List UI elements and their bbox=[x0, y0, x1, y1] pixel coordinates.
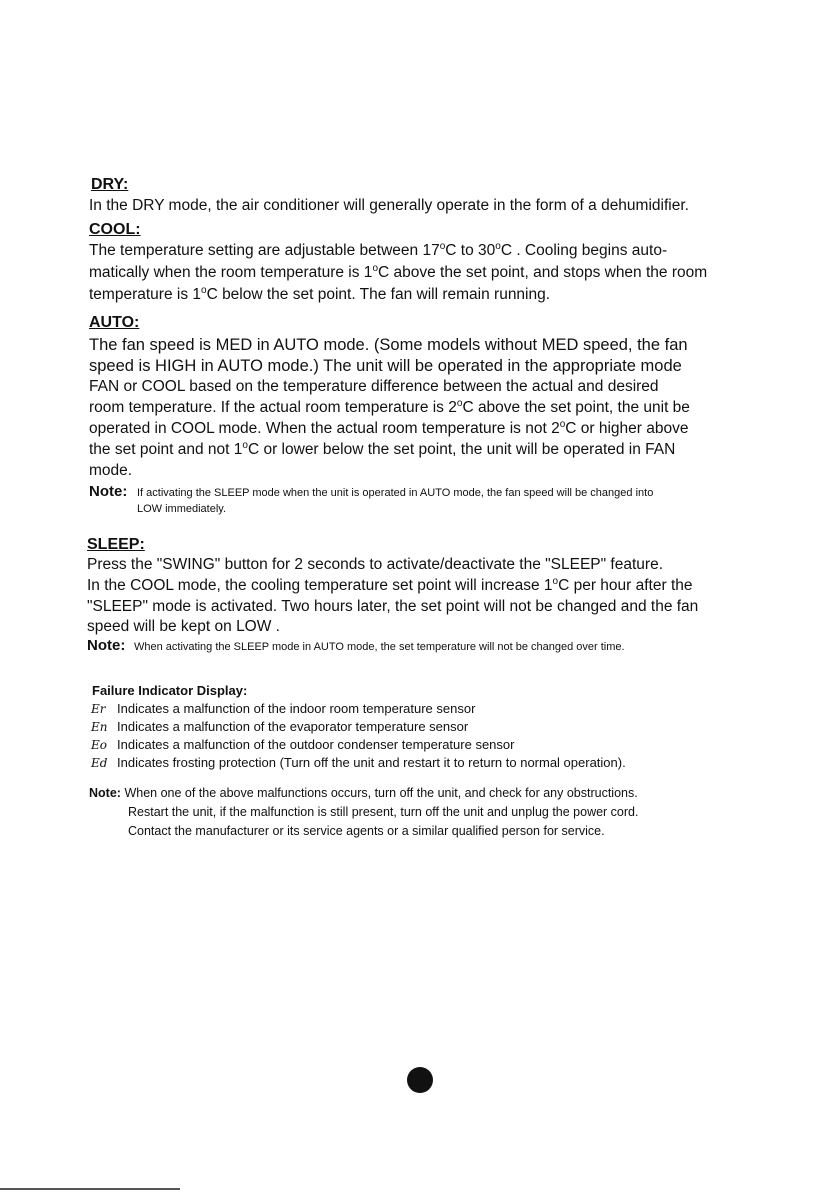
sleep-line-2: In the COOL mode, the cooling temperature set point will increase 1$^o$C per hour after the bbox=[87, 576, 693, 594]
auto-line-1: The fan speed is MED in AUTO mode. (Some models without MED speed, the fan bbox=[89, 336, 688, 354]
failure-row bbox=[91, 719, 468, 734]
failure-row bbox=[91, 737, 514, 752]
cool-line-3: temperature is 1$^o$C below the set point. The fan will remain running. bbox=[89, 285, 551, 303]
auto-line-2: speed is HIGH in AUTO mode.) The unit will be operated in the appropriate mode bbox=[89, 357, 682, 375]
failure-row bbox=[91, 701, 475, 716]
sleep-line-4: speed will be kept on LOW . bbox=[87, 618, 280, 635]
sleep-note-text: When activating the SLEEP mode in AUTO mode, the set temperature will not be changed over time. bbox=[134, 641, 625, 653]
auto-note-line-2: LOW immediately. bbox=[137, 503, 227, 515]
failure-title: Failure Indicator Display: bbox=[92, 683, 248, 698]
sleep-heading: SLEEP: bbox=[87, 536, 145, 553]
auto-line-5: operated in COOL mode. When the actual room temperature is not 2$^o$C or higher above bbox=[89, 419, 689, 437]
auto-line-3: FAN or COOL based on the temperature difference between the actual and desired bbox=[89, 378, 659, 395]
auto-line-6: the set point and not 1$^o$C or lower below the set point, the unit will be operated in FAN bbox=[89, 440, 676, 458]
failure-row-text: Indicates a malfunction of the evaporator temperature sensor bbox=[117, 719, 469, 734]
final-note-line-2: Restart the unit, if the malfunction is still present, turn off the unit and unplug the power cord. bbox=[128, 805, 639, 819]
sleep-note-label: Note: bbox=[87, 637, 126, 654]
auto-note-line-1: If activating the SLEEP mode when the unit is operated in AUTO mode, the fan speed will be changed into bbox=[137, 487, 654, 499]
cool-line-2: matically when the room temperature is 1$^o$C above the set point, and stops when the room bbox=[89, 263, 708, 281]
cool-line-1: The temperature setting are adjustable between 17$^o$C to 30$^o$C . Cooling begins auto- bbox=[89, 241, 668, 259]
failure-row-text: Indicates a malfunction of the outdoor condenser temperature sensor bbox=[117, 737, 515, 752]
dry-heading: DRY: bbox=[91, 176, 129, 193]
bottom-edge-line bbox=[0, 1188, 180, 1190]
error-code-ed: Ed bbox=[91, 755, 108, 770]
auto-heading: AUTO: bbox=[89, 314, 140, 331]
failure-row-text: Indicates a malfunction of the indoor room temperature sensor bbox=[117, 701, 476, 716]
final-note-line-1: Note: When one of the above malfunctions occurs, turn off the unit, and check for any obstructions. bbox=[89, 786, 638, 800]
error-code-en: En bbox=[91, 719, 108, 734]
failure-row-text: Indicates frosting protection (Turn off the unit and restart it to return to normal operation). bbox=[117, 755, 626, 770]
sleep-line-1: Press the "SWING" button for 2 seconds to activate/deactivate the "SLEEP" feature. bbox=[87, 556, 663, 573]
failure-row bbox=[91, 755, 626, 770]
final-note-label: Note: bbox=[89, 786, 121, 800]
page-number-dot bbox=[407, 1067, 433, 1093]
auto-note-label: Note: bbox=[89, 483, 128, 500]
dry-text: In the DRY mode, the air conditioner will generally operate in the form of a dehumidifier. bbox=[89, 197, 689, 214]
sleep-line-3: "SLEEP" mode is activated. Two hours later, the set point will not be changed and the fan bbox=[87, 598, 699, 615]
auto-line-7: mode. bbox=[89, 462, 133, 479]
cool-heading: COOL: bbox=[89, 221, 141, 238]
error-code-eo: Eo bbox=[91, 737, 107, 752]
auto-line-4: room temperature. If the actual room temperature is 2$^o$C above the set point, the unit be bbox=[89, 398, 690, 416]
error-code-er: Er bbox=[91, 701, 106, 716]
final-note-line-3: Contact the manufacturer or its service agents or a similar qualified person for service. bbox=[128, 824, 605, 838]
